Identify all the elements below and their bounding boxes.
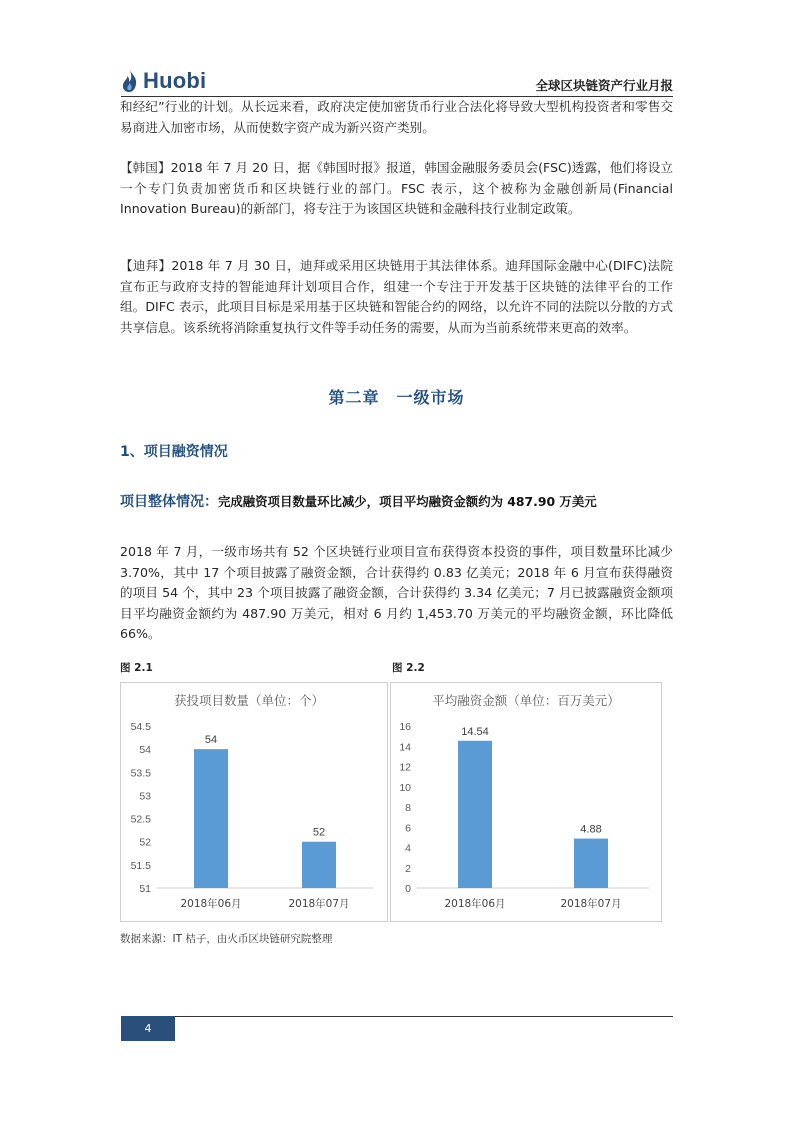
subsection-text: 完成融资项目数量环比减少，项目平均融资金额约为 487.90 万美元 <box>218 494 597 509</box>
huobi-logo <box>121 66 206 96</box>
y-tick-label: 14 <box>399 741 411 754</box>
data-label: 4.88 <box>580 823 602 836</box>
chart-title: 平均融资金额（单位：百万美元） <box>432 693 620 708</box>
y-tick-label: 0 <box>405 883 411 895</box>
footer-divider <box>121 1016 673 1017</box>
figure-label-2: 图 2.2 <box>392 662 425 674</box>
logo-text: Huobi <box>143 68 207 93</box>
y-tick-label: 52 <box>139 836 151 849</box>
data-label: 52 <box>312 826 326 839</box>
y-tick-label: 54.5 <box>130 721 151 733</box>
x-tick-label: 2018年07月 <box>288 898 350 910</box>
bar <box>194 749 228 888</box>
bar <box>458 741 492 888</box>
x-tick-label: 2018年06月 <box>180 898 242 910</box>
bar <box>574 839 608 888</box>
y-tick-label: 53 <box>139 790 151 803</box>
summary-paragraph: 2018 年 7 月，一级市场共有 52 个区块链行业项目宣布获得资本投资的事件，项目数量环比减少 3.70%，其中 17 个项目披露了融资金额，合计获得约 0.83 亿美元；2018 年 6 月宣布获得融资的项目 54 个，其中 23 个项目披露了融资金额，合计获得约 3.34 亿美元；7 月已披露融资金额项目平均融资金额约为 487.90 万美元，相对 6 月约 1,453.70 万美元的平均融资金额，环比降低 66%。 <box>120 544 673 641</box>
subsection-heading <box>120 491 597 511</box>
y-tick-label: 2 <box>405 862 411 875</box>
y-tick-label: 16 <box>399 721 411 733</box>
page-number: 4 <box>121 1016 175 1041</box>
paragraph-intro: 和经纪”行业的计划。从长远来看，政府决定使加密货币行业合法化将导致大型机构投资者和零售交易商进入加密市场，从而使数字资产成为新兴资产类别。 <box>120 99 673 135</box>
y-tick-label: 53.5 <box>130 767 151 780</box>
flame-icon <box>121 69 139 93</box>
y-tick-label: 51 <box>139 883 151 895</box>
x-tick-label: 2018年06月 <box>444 898 506 910</box>
chart-project-count <box>120 682 388 922</box>
paragraph-dubai: 【迪拜】2018 年 7 月 30 日，迪拜或采用区块链用于其法律体系。迪拜国际金融中心(DIFC)法院宣布正与政府支持的智能迪拜计划项目合作，组建一个专注于开发基于区块链的法律平台的工作组。DIFC 表示，此项目目标是采用基于区块链和智能合约的网络，以允许不同的法院以分散的方式共享信息。该系统将消除重复执行文件等手动任务的需要，从而为当前系统带来更高的效率。 <box>120 258 673 335</box>
chart-average-funding-svg <box>391 683 661 921</box>
y-tick-label: 51.5 <box>130 859 151 872</box>
chart-title: 获投项目数量（单位：个） <box>173 693 325 708</box>
y-tick-label: 54 <box>139 744 151 757</box>
data-label: 54 <box>204 734 218 747</box>
paragraph-korea: 【韩国】2018 年 7 月 20 日，据《韩国时报》报道，韩国金融服务委员会(FSC)透露，他们将设立一个专门负责加密货币和区块链行业的部门。FSC 表示，这个被称为金融创新局(Financial Innovation Bureau)的新部门，将专注于为该国区块链和金融科技行业制定政策。 <box>120 160 673 216</box>
report-title: 全球区块链资产行业月报 <box>535 78 673 93</box>
y-tick-label: 10 <box>399 781 411 794</box>
chapter-title: 第二章 一级市场 <box>328 388 465 407</box>
bar <box>302 842 336 888</box>
y-tick-label: 12 <box>399 761 411 774</box>
chart-average-funding <box>390 682 662 922</box>
data-label: 14.54 <box>461 725 489 738</box>
y-tick-label: 4 <box>405 842 411 855</box>
y-tick-label: 52.5 <box>130 813 151 826</box>
figure-label-1: 图 2.1 <box>120 662 153 674</box>
chart-project-count-svg <box>121 683 387 921</box>
section-title: 1、项目融资情况 <box>120 444 228 460</box>
subsection-label: 项目整体情况： <box>120 494 218 510</box>
source-note: 数据来源：IT 桔子，由火币区块链研究院整理 <box>120 933 333 945</box>
x-tick-label: 2018年07月 <box>560 898 622 910</box>
y-tick-label: 8 <box>405 802 411 814</box>
y-tick-label: 6 <box>405 822 411 835</box>
